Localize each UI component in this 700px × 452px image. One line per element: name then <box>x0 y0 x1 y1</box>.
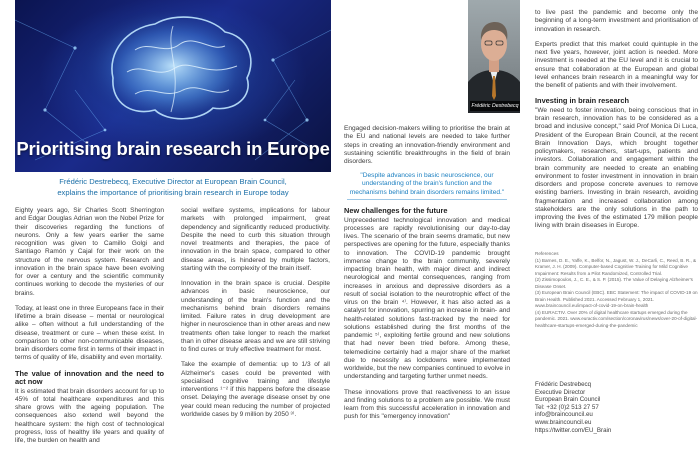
paragraph: Engaged decision-makers willing to prioritise the brain at the EU and national levels are needed to take further steps in creating an innovation-friendly environment and sustaining scientific breakthroughs in the field of brain disorders. <box>344 125 510 165</box>
author-photo <box>468 0 520 113</box>
subtitle-line-1: Frédéric Destrebecq, Executive Director at European Brain Council, <box>59 177 287 186</box>
subtitle-line-2: explains the importance of prioritising brain research in Europe today <box>57 187 289 197</box>
article-title: Prioritising brain research in Europe <box>16 138 330 159</box>
paragraph: Eighty years ago, Sir Charles Scott Sherrington and Edgar Douglas Adrian won the Nobel Prize for their discoveries regarding the functions of neurons. Only a few years earlier the same recognition was given to Camillo Golgi and Santiago Ramón y Cajal for their work on the structure of the nervous system. Research and innovation in the brain space have been evolving for over a century and the scientific community continues working to decode the mysteries of our brains. <box>15 207 164 297</box>
contact-email[interactable]: info@braincouncil.eu <box>535 411 593 419</box>
hero-image <box>15 0 331 172</box>
section-heading: Investing in brain research <box>535 96 630 106</box>
references-title: References <box>535 251 559 256</box>
paragraph: Experts predict that this market could quintuple in the next five years, however, joint action is needed. More investment is needed at the EU level and it is crucial to ensure that collaboration at the European and global level enhances brain research in a meaningful way for the benefit of patients and with their involvement. <box>535 40 698 89</box>
contact-org: European Brain Council <box>535 396 601 404</box>
portrait-image <box>468 0 520 113</box>
reference-item: (4) EURACTIV. Over 20% of digital healthcare startups emerged during the pandemic. 2021. www.euractiv.com/section/coronavirus/news/over-20-of-digital-healthcare-startups-emerged-during-the-pandemic <box>535 309 698 328</box>
reference-item: (1) Barnes, D. E., Yaffe, K., Belfor, N., Jagust, W. J., DeCarli, C., Reed, B. R., & Kramer, J. H. (2009). Computer-based Cognitive Training for Mild Cognitive Impairment: Results from a Pilot Randomized, Controlled Trial. <box>535 257 697 276</box>
column-3 <box>344 207 510 429</box>
contact-name: Frédéric Destrebecq <box>535 381 592 388</box>
photo-caption: Frédéric Destrebecq <box>471 103 519 109</box>
section-heading: New challenges for the future <box>344 206 448 215</box>
section-heading: The value of innovation and the need to act now <box>15 368 164 387</box>
pull-quote: "Despite advances in basic neuroscience, our understanding of the brain's function and the mechanisms behind brain disorders remains limited." <box>347 172 507 200</box>
contact-website[interactable]: www.braincouncil.eu <box>535 418 592 426</box>
article-subtitle <box>15 177 331 198</box>
column-1 <box>15 207 164 452</box>
paragraph: "We need to foster innovation, being conscious that in brain research, innovation has to be considered as a broad and inclusive concept," said Prof Monica Di Luca, President of the European Brain Council, at the recent Brain Innovation Days, which brought together policymakers, researchers, start-ups, patients and investors. Collaboration and engagement within the brain community are needed to create an enabling environment to foster investment in innovation in brain disorders and propose concrete avenues to remove existing barriers. Investing in brain research, avoiding fragmentation and increased collaboration among stakeholders are the only solutions in the path to improving the lives of the estimated 179 million people living with brain diseases in Europe. <box>535 106 698 230</box>
contact-tel: Tel: +32 (0)2 513 27 57 <box>535 403 599 411</box>
paragraph: These innovations prove that reactiveness to an issue and finding solutions to a problem are possible. We must learn from this successful acceleration in innovation and push for this "emergency innovation" <box>344 388 510 421</box>
paragraph: Today, at least one in three Europeans face in their lifetime a brain disease – mental or neurological alike – often without a full understanding of the disease, treatment or cure – when these exist. In comparison to other non-communicable diseases, brain disorders come first in terms of their impact in terms of quality of life, disability and even mortality. <box>15 304 164 362</box>
paragraph: to live past the pandemic and become only the beginning of a long-term investment and prioritisation of innovation in research. <box>535 9 698 33</box>
paragraph: social welfare systems, implications for labour markets with prolonged impairment, great dependency and significantly reduced productivity. Despite the need to curb this situation through novel treatments and therapies, the pace of innovation in the brain space, compared to other disease areas, is hindered by multiple factors, starting with the complexity of the brain itself. <box>181 207 330 272</box>
column-3-intro <box>344 125 510 173</box>
paragraph: It is estimated that brain disorders account for up to 45% of total healthcare expenditures and this share grows with the ageing population. The consequences also extend well beyond the healthcare system: the high cost of technological progress, loss of healthy life years and quality of life, the burden on health and <box>15 387 164 445</box>
reference-item: (3) European Brain Council (EBC). EBC Statement: The impact of COVID-19 on Brain Health. Published 2021. Accessed February 1, 2021. www.braincouncil.eu/impact-of-covid-19-on-brain-health <box>535 290 698 308</box>
column-4 <box>535 9 698 238</box>
paragraph: Unprecedented technological innovation and medical processes are rapidly revolutionising our day-to-day lives. The scenario of the brain seems dramatic, but new perspectives are opening for the future, especially thanks to innovation. The COVID-19 pandemic brought immense change to the brain community, severely impacting brain health, with major direct and indirect neurological and mental consequences, ranging from increases in anxious and depressive disorders as a result of social isolation to the neurotrophic effect of the virus on the brain ⁴⁾. However, it has also acted as a catalyst for innovation, spurring an increase in brain- and health-related solutions fast-tracked by the need for solutions established during the first months of the pandemic ⁵⁾, exploiting fertile ground and new solutions that had never been tried before. Among these, telemedicine certainly had a major share of the market due to necessity as lockdowns were implemented worldwide, but the new companies continued to evolve in understanding and targeting further unmet needs. <box>344 216 510 381</box>
contact-block <box>535 381 695 434</box>
references <box>535 251 698 329</box>
contact-twitter[interactable]: https://twitter.com/EU_Brain <box>535 426 612 434</box>
reference-item: (2) Zissimopoulos, J., C. E., & S. P. (2015). The Value of Delaying Alzheimer's Disease Onset. <box>535 277 693 289</box>
column-2 <box>181 207 330 426</box>
paragraph: Innovation in the brain space is crucial. Despite advances in basic neuroscience, our understanding of the brain's function and the mechanisms behind brain disorders remains limited. Failure rates in drug development are higher in neuroscience than in other areas and new treatments often take longer to reach the market than in other disease areas and we are still striving to find cures or truly effective treatment for most. <box>181 280 330 353</box>
paragraph: Take the example of dementia: up to 1/3 of all Alzheimer's cases could be prevented with specialised cognitive training and lifestyle interventions ¹⁻² if this happens before the disease onset. Delaying the average disease onset by one year could mean reducing the number of projected worldwide cases by 9 million by 2050 ³⁾. <box>181 361 330 418</box>
contact-role: Executive Director <box>535 388 586 396</box>
